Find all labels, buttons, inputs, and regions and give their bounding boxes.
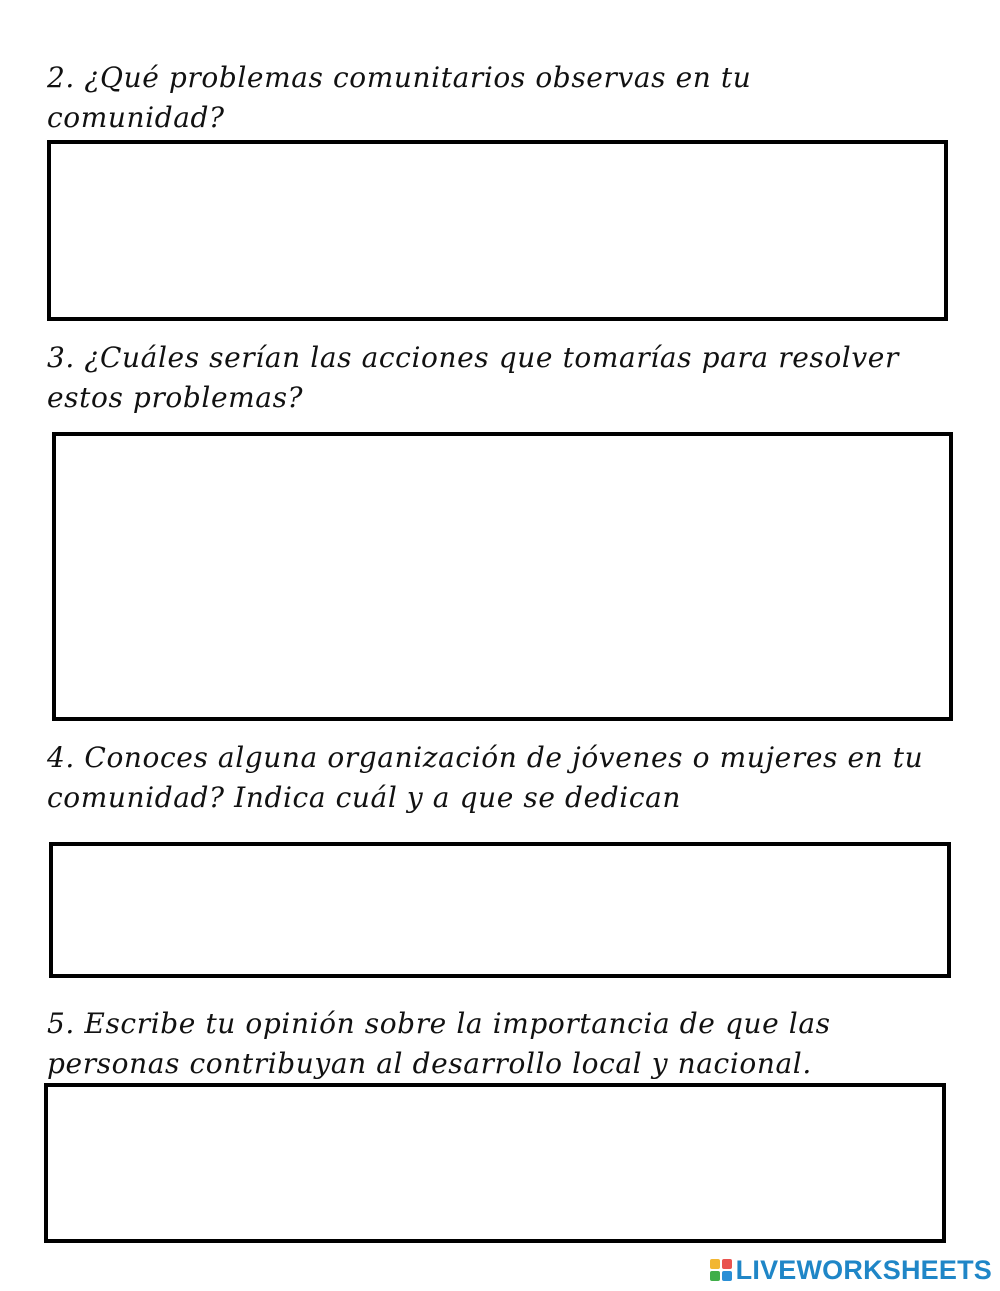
question-4-line-1: 4. Conoces alguna organización de jóvenes o mujeres en tu bbox=[47, 741, 924, 774]
question-3-line-2: estos problemas? bbox=[47, 381, 304, 414]
question-4 bbox=[47, 738, 967, 818]
question-5 bbox=[47, 1004, 967, 1084]
question-3-line-1: 3. ¿Cuáles serían las acciones que tomarías para resolver bbox=[47, 341, 899, 374]
answer-box-4[interactable] bbox=[49, 842, 951, 978]
answer-box-5[interactable] bbox=[44, 1083, 946, 1243]
question-2 bbox=[47, 58, 967, 138]
answer-box-2[interactable] bbox=[47, 140, 948, 321]
logo-square-blue bbox=[722, 1271, 732, 1281]
answer-input-3[interactable] bbox=[56, 436, 949, 717]
answer-box-3[interactable] bbox=[52, 432, 953, 721]
question-2-line-1: 2. ¿Qué problemas comunitarios observas en tu bbox=[47, 61, 752, 94]
answer-input-4[interactable] bbox=[53, 846, 947, 974]
liveworksheets-brand bbox=[709, 1254, 992, 1286]
logo-square-red bbox=[722, 1259, 732, 1269]
liveworksheets-logo-icon bbox=[709, 1258, 733, 1282]
question-4-line-2: comunidad? Indica cuál y a que se dedican bbox=[47, 781, 682, 814]
liveworksheets-wordmark: LIVEWORKSHEETS bbox=[735, 1254, 992, 1285]
answer-input-5[interactable] bbox=[48, 1087, 942, 1239]
question-2-line-2: comunidad? bbox=[47, 101, 225, 134]
question-5-line-2: personas contribuyan al desarrollo local y nacional. bbox=[47, 1047, 812, 1080]
logo-square-yellow bbox=[710, 1259, 720, 1269]
question-5-line-1: 5. Escribe tu opinión sobre la importancia de que las bbox=[47, 1007, 831, 1040]
question-3 bbox=[47, 338, 967, 418]
answer-input-2[interactable] bbox=[51, 144, 944, 317]
logo-square-green bbox=[710, 1271, 720, 1281]
